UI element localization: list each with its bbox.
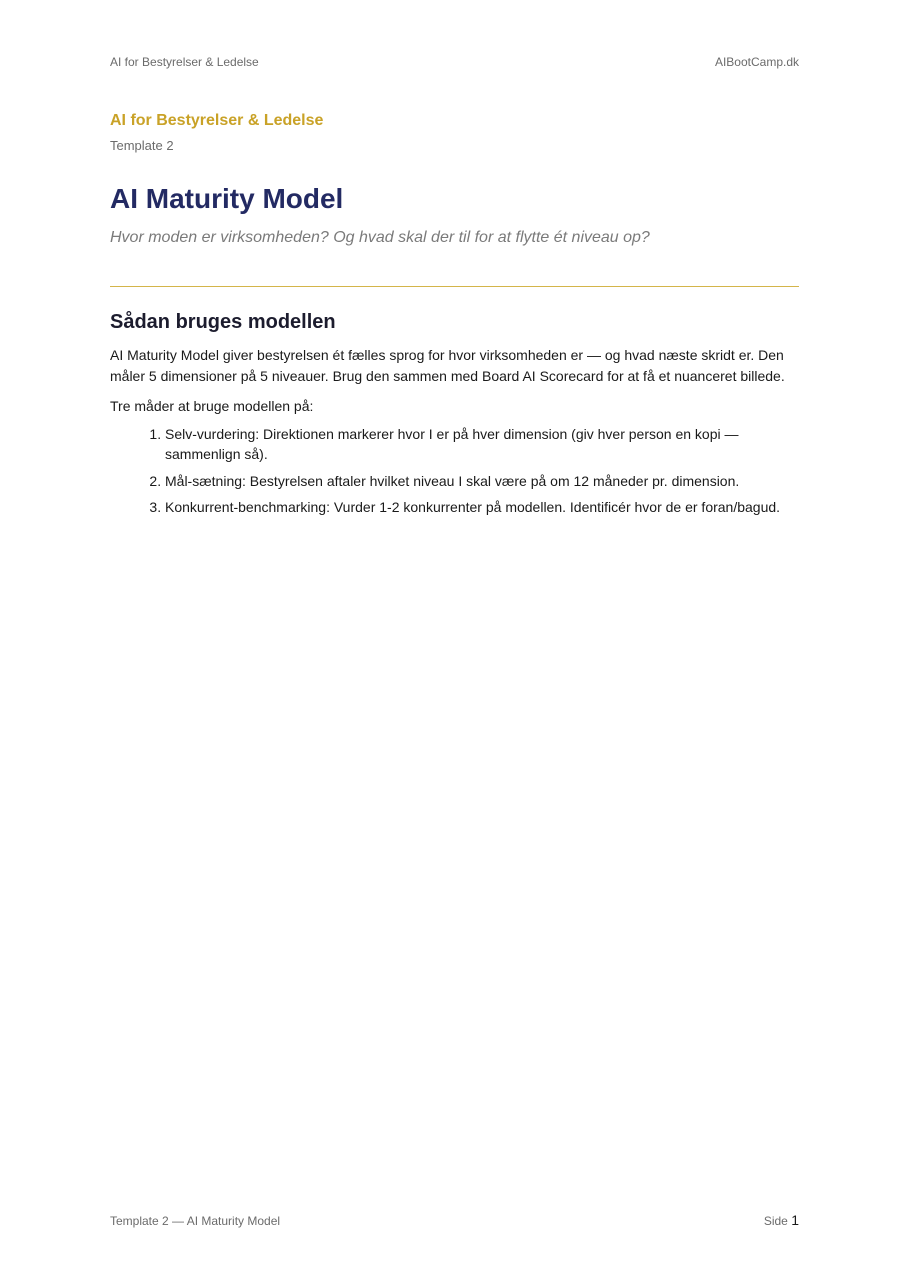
- template-label: Template 2: [110, 138, 174, 153]
- footer-left-text: Template 2 — AI Maturity Model: [110, 1214, 281, 1228]
- list-item: 1. Selv-vurdering: Direktionen markerer hvor I er på hver dimension (giv hver person en kopi — sammenlign så).: [165, 424, 799, 465]
- page-header: [110, 55, 799, 69]
- page-indicator: [764, 1212, 799, 1228]
- document-subtitle: Hvor moden er virksomheden? Og hvad skal der til for at flytte ét niveau op?: [110, 229, 650, 246]
- intro-paragraph: AI Maturity Model giver bestyrelsen ét fælles sprog for hvor virksomheden er — og hvad næste skridt er. Den måler 5 dimensioner på 5 niveauer. Brug den sammen med Board AI Scorecard for at få et nuanceret billede.: [110, 347, 785, 384]
- header-left-text: AI for Bestyrelser & Ledelse: [110, 55, 259, 69]
- list-intro: Tre måder at bruge modellen på:: [110, 398, 314, 414]
- document-title: AI Maturity Model: [110, 183, 344, 214]
- list-item: 2. Mål-sætning: Bestyrelsen aftaler hvilket niveau I skal være på om 12 måneder pr. dimension.: [165, 471, 799, 492]
- section-heading: Sådan bruges modellen: [110, 311, 336, 333]
- page-footer: [110, 1212, 799, 1228]
- header-right-text: AIBootCamp.dk: [714, 55, 799, 69]
- section-divider: [110, 286, 799, 287]
- page-label: Side: [763, 1214, 788, 1228]
- usage-steps-list: [110, 424, 799, 518]
- document-body: [110, 110, 799, 524]
- page-number: 1: [791, 1212, 799, 1228]
- list-item: 3. Konkurrent-benchmarking: Vurder 1-2 konkurrenter på modellen. Identificér hvor de er foran/bagud.: [165, 497, 799, 518]
- brand-heading: AI for Bestyrelser & Ledelse: [110, 112, 324, 129]
